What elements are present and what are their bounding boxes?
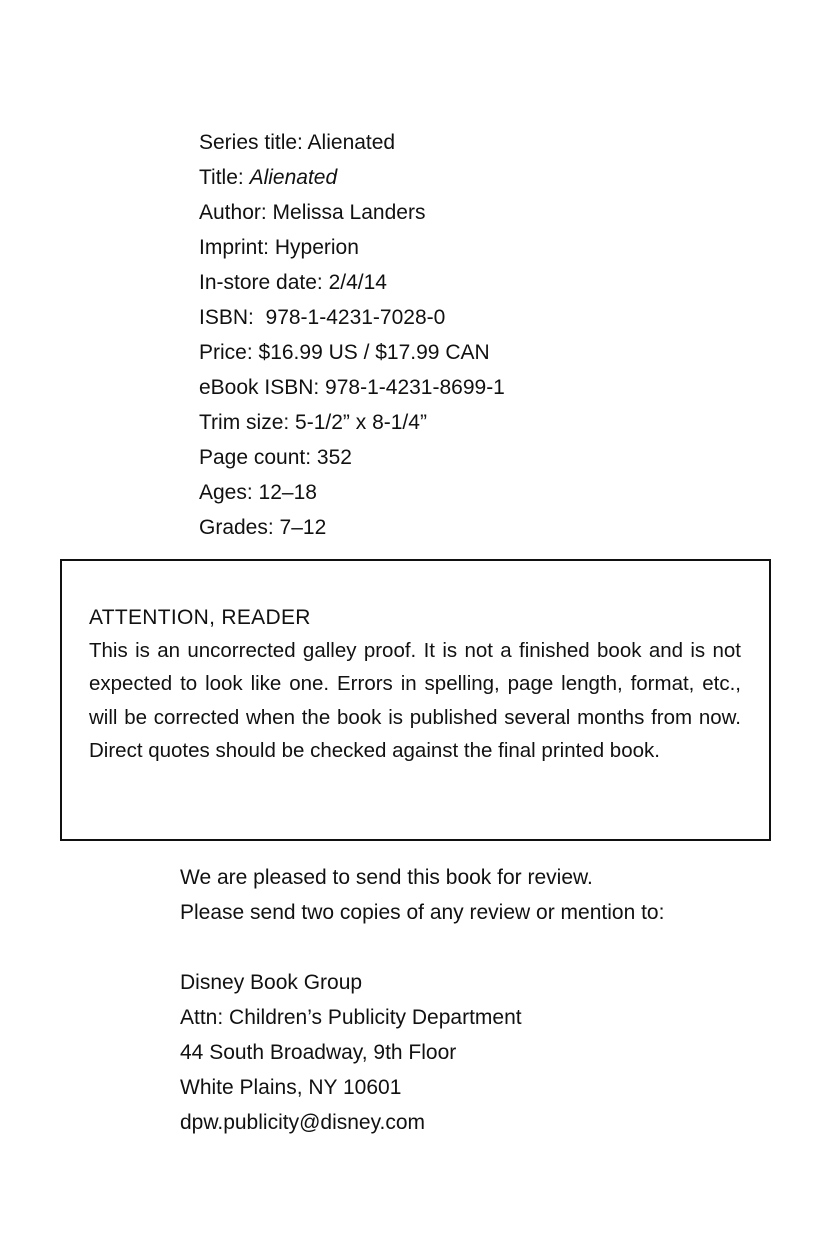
trim-size: Trim size: 5-1/2” x 8-1/4” [199, 411, 427, 434]
isbn: ISBN: 978-1-4231-7028-0 [199, 306, 446, 329]
author: Author: Melissa Landers [199, 201, 426, 224]
imprint: Imprint: Hyperion [199, 236, 359, 259]
title-line [199, 160, 759, 195]
grades: Grades: 7–12 [199, 516, 327, 539]
ebook-isbn: eBook ISBN: 978-1-4231-8699-1 [199, 376, 505, 399]
book-info-block [199, 125, 759, 545]
review-request-block [180, 860, 780, 1140]
contact-email[interactable]: dpw.publicity@disney.com [180, 1111, 426, 1134]
ages: Ages: 12–18 [199, 481, 317, 504]
in-store-date: In-store date: 2/4/14 [199, 271, 387, 294]
price: Price: $16.99 US / $17.99 CAN [199, 341, 490, 364]
notice-body: This is an uncorrected galley proof. It is not a finished book and is not expected to look like one. Errors in spelling, page length, format, etc., will be corrected when the book is published several months from now. Direct quotes should be checked against the final printed book. [89, 639, 741, 762]
address-company: Disney Book Group [180, 971, 363, 994]
address-street: 44 South Broadway, 9th Floor [180, 1041, 457, 1064]
review-line-2: Please send two copies of any review or mention to: [180, 901, 665, 924]
title-value: Alienated [249, 166, 338, 189]
notice-heading: ATTENTION, READER [89, 606, 311, 629]
address-attn: Attn: Children’s Publicity Department [180, 1006, 522, 1029]
attention-notice-box [60, 559, 771, 841]
review-line-1: We are pleased to send this book for review. [180, 866, 593, 889]
title-label: Title: [199, 166, 250, 189]
page-count: Page count: 352 [199, 446, 352, 469]
address-city: White Plains, NY 10601 [180, 1076, 402, 1099]
spacer [180, 930, 780, 965]
series-title: Series title: Alienated [199, 131, 396, 154]
